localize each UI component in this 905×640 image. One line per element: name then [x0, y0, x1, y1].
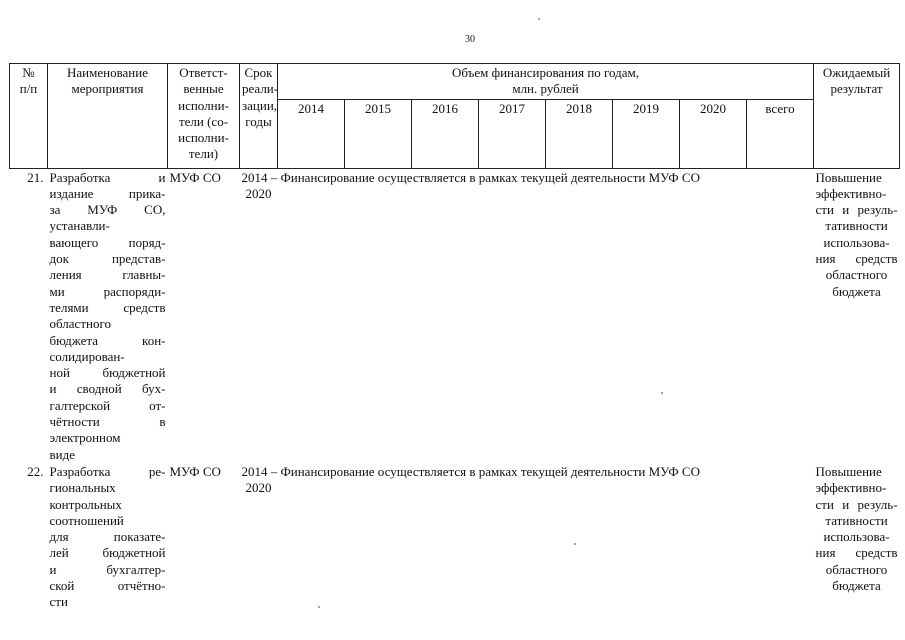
header-name: Наименование мероприятия	[48, 64, 168, 169]
row-term-end: 2020	[245, 185, 272, 201]
page-number: 30	[465, 34, 475, 45]
row-term: 2014 –	[241, 463, 278, 479]
table-row	[10, 463, 900, 611]
header-num: № п/п	[10, 64, 48, 169]
row-term: 2014 –	[241, 169, 278, 185]
header-year-2019: 2019	[613, 99, 680, 168]
row-financing: Финансирование осуществляется в рамках текущей деятельности МУФ СО	[280, 463, 700, 479]
header-term: Срок реали- зации, годы	[240, 64, 278, 169]
header-year-2017: 2017	[479, 99, 546, 168]
header-result: Ожидаемый результат	[814, 64, 900, 169]
header-financing: Объем финансирования по годам, млн. рублей	[278, 64, 814, 100]
scan-speck	[574, 543, 576, 545]
header-year-2016: 2016	[412, 99, 479, 168]
row-number: 22.	[27, 463, 44, 479]
row-term-end: 2020	[245, 480, 272, 496]
table-row	[10, 168, 900, 463]
scan-speck	[538, 18, 540, 20]
scan-speck	[318, 606, 320, 608]
row-name: Разработка и издание прика- за МУФ СО, устанавли- вающего поряд- док представ- ления главны- ми распоряди- телями средств областного бюджета кон- солидирован- ной бюджетной и сводной бух- галтерской от- чётности в электронном виде	[49, 169, 166, 462]
row-financing: Финансирование осуществляется в рамках текущей деятельности МУФ СО	[280, 169, 700, 185]
row-term-financing	[240, 463, 814, 611]
row-term-financing	[240, 168, 814, 463]
row-result: Повышение эффективно- сти и резуль- тативности использова- ния средств областного бюджета	[815, 463, 898, 594]
scan-speck	[661, 392, 663, 394]
header-responsible: Ответст- венные исполни- тели (со- исполни- тели)	[168, 64, 240, 169]
row-result: Повышение эффективно- сти и резуль- тативности использова- ния средств областного бюджета	[815, 169, 898, 299]
activities-table	[9, 63, 900, 611]
row-responsible: МУФ СО	[169, 169, 221, 185]
header-year-2015: 2015	[345, 99, 412, 168]
header-year-2014: 2014	[278, 99, 345, 168]
row-number: 21.	[27, 169, 44, 185]
header-total: всего	[747, 99, 814, 168]
header-year-2020: 2020	[680, 99, 747, 168]
row-responsible: МУФ СО	[169, 463, 221, 479]
row-name: Разработка ре- гиональных контрольных соотношений для показате- лей бюджетной и бухгалтер- ской отчётно- сти	[49, 463, 166, 610]
header-year-2018: 2018	[546, 99, 613, 168]
